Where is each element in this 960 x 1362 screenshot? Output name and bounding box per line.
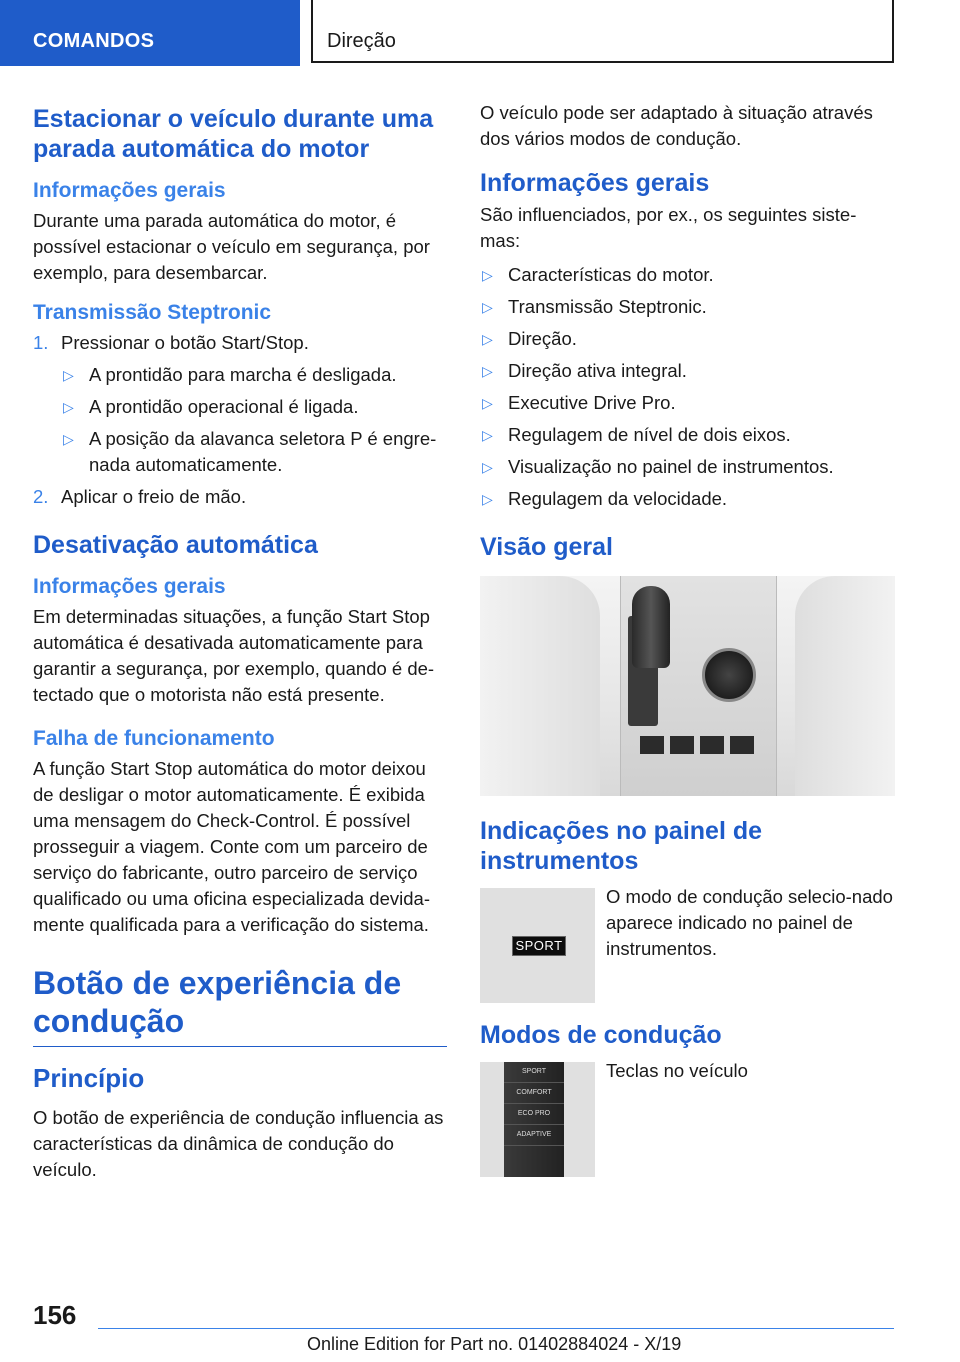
step-number: 2.: [33, 486, 49, 507]
chapter-title: Direção: [327, 30, 396, 52]
list-item-text: A prontidão para marcha é desligada.: [89, 364, 397, 385]
heading-overview: Visão geral: [480, 533, 613, 561]
section-tab: [0, 0, 300, 66]
heading-divider: [33, 1046, 447, 1047]
indication-figure: [480, 888, 895, 1004]
list-item: [480, 262, 895, 288]
heading-instrument-indications: Indicações no painel de instrumentos: [480, 817, 763, 875]
mode-buttons-strip: [504, 1062, 564, 1177]
seat-left: [480, 576, 600, 796]
list-item-text: Transmissão Steptronic.: [508, 296, 707, 317]
list-item-text: A posição da alavanca seletora P é engre-nada automaticamente.: [89, 428, 437, 475]
paragraph-modes: Teclas no veículo: [606, 1060, 748, 1081]
step-2: [33, 484, 447, 510]
mode-label-comfort: COMFORT: [504, 1083, 564, 1104]
list-item: [61, 362, 447, 388]
paragraph-malfunction: A função Start Stop automática do motor deixou de desligar o motor automaticamente. É exibida uma mensagem do Check-Control. É possível prosseguir a viagem. Conte com um parceiro de serviço do fabricante, outro parceiro de serviço qualificado ou uma oficina especializada devida-mente qualificada para a verificação do sistema.: [33, 758, 430, 935]
list-item-text: A prontidão operacional é ligada.: [89, 396, 359, 417]
heading-steptronic: Transmissão Steptronic: [33, 301, 272, 324]
mode-label-adaptive: ADAPTIVE: [504, 1125, 564, 1146]
mode-label-eco-pro: ECO PRO: [504, 1104, 564, 1125]
step-1: [33, 330, 447, 356]
heading-driving-modes: Modos de condução: [480, 1021, 722, 1049]
list-item: [480, 294, 895, 320]
triangle-bullet-icon: ▷: [63, 431, 74, 447]
step-number: 1.: [33, 332, 49, 353]
list-item-text: Direção.: [508, 328, 577, 349]
list-item-text: Regulagem de nível de dois eixos.: [508, 424, 791, 445]
paragraph-indications: O modo de condução selecio-nado aparece indicado no painel de instrumentos.: [606, 886, 893, 959]
triangle-bullet-icon: ▷: [482, 299, 493, 315]
list-item: [480, 422, 895, 448]
triangle-bullet-icon: ▷: [63, 399, 74, 415]
sport-indicator: SPORT: [512, 936, 566, 956]
footer-divider: [98, 1328, 894, 1329]
modes-figure: [480, 1062, 895, 1178]
list-item-text: Visualização no painel de instrumentos.: [508, 456, 834, 477]
triangle-bullet-icon: ▷: [63, 367, 74, 383]
switch-cluster: [640, 736, 760, 776]
edition-note: Online Edition for Part no. 01402884024 - X/19: [307, 1334, 682, 1354]
list-item: [480, 358, 895, 384]
center-console-photo: [480, 576, 895, 796]
step-text: Aplicar o freio de mão.: [61, 486, 247, 507]
heading-general-info-3: Informações gerais: [480, 169, 710, 197]
list-item: [61, 394, 447, 420]
paragraph-general-info-1: Durante uma parada automática do motor, é possível estacionar o veículo em segurança, por exemplo, para desembarcar.: [33, 210, 430, 283]
mode-buttons-image: [480, 1062, 595, 1177]
list-item-text: Executive Drive Pro.: [508, 392, 676, 413]
triangle-bullet-icon: ▷: [482, 267, 493, 283]
page-number: 156: [33, 1300, 77, 1330]
section-title: COMANDOS: [33, 30, 155, 52]
triangle-bullet-icon: ▷: [482, 331, 493, 347]
triangle-bullet-icon: ▷: [482, 395, 493, 411]
heading-park-during-stop: Estacionar o veículo durante uma parada automática do motor: [33, 105, 434, 163]
mode-label-sport: SPORT: [504, 1062, 564, 1083]
list-item: [480, 486, 895, 512]
list-item-text: Direção ativa integral.: [508, 360, 687, 381]
list-item-text: Regulagem da velocidade.: [508, 488, 728, 509]
heading-driving-experience-switch: Botão de experiência de condução: [33, 965, 402, 1039]
right-column: [480, 100, 895, 1188]
list-item: [480, 454, 895, 480]
left-column: [33, 100, 447, 1191]
list-item-text: Características do motor.: [508, 264, 714, 285]
triangle-bullet-icon: ▷: [482, 491, 493, 507]
triangle-bullet-icon: ▷: [482, 427, 493, 443]
list-item: [480, 326, 895, 352]
paragraph-principle: O botão de experiência de condução influencia as características da dinâmica de condução do veículo.: [33, 1107, 444, 1180]
paragraph-general-info-3: São influenciados, por ex., os seguintes siste-mas:: [480, 204, 857, 251]
heading-general-info-1: Informações gerais: [33, 179, 226, 202]
seat-right: [795, 576, 895, 796]
list-item: [480, 390, 895, 416]
heading-general-info-2: Informações gerais: [33, 575, 226, 598]
heading-malfunction: Falha de funcionamento: [33, 727, 275, 750]
paragraph-intro: O veículo pode ser adaptado à situação através dos vários modos de condução.: [480, 102, 873, 149]
gear-selector-icon: [632, 586, 670, 668]
controller-knob-icon: [702, 648, 756, 702]
step-text: Pressionar o botão Start/Stop.: [61, 332, 309, 353]
paragraph-general-info-2: Em determinadas situações, a função Start Stop automática é desativada automaticamente para garantir a segurança, por exemplo, quando é de-tectado que o motorista não está presente.: [33, 606, 435, 705]
instrument-display-image: [480, 888, 595, 1003]
chapter-box: [311, 0, 894, 63]
triangle-bullet-icon: ▷: [482, 363, 493, 379]
heading-principle: Princípio: [33, 1063, 145, 1093]
heading-auto-deactivation: Desativação automática: [33, 531, 318, 559]
list-item: [61, 426, 447, 478]
triangle-bullet-icon: ▷: [482, 459, 493, 475]
